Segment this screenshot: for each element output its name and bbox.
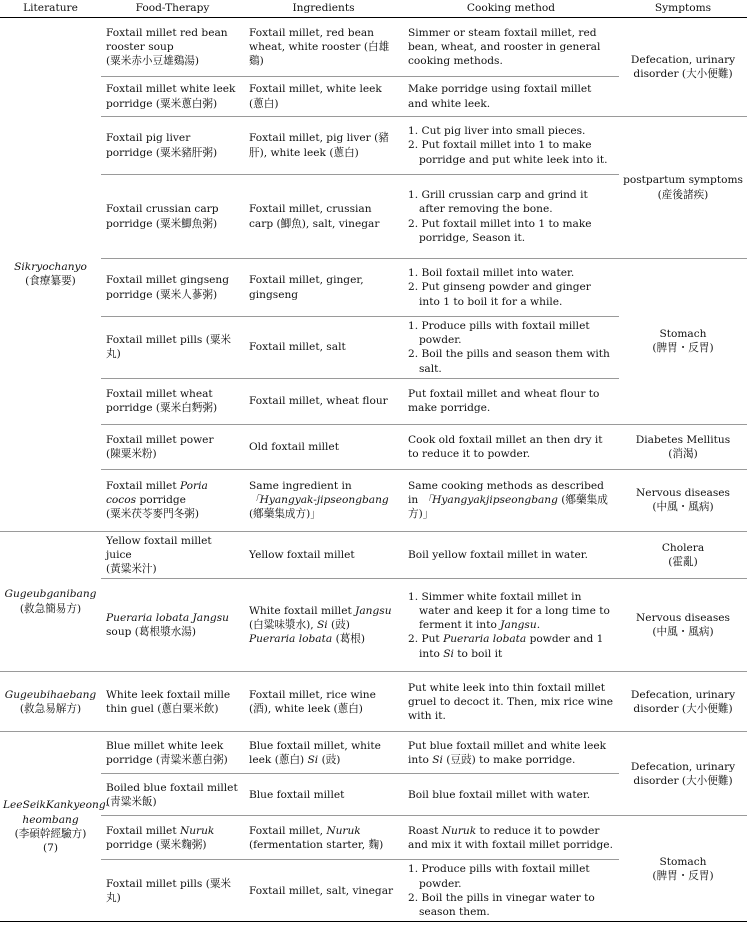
table-row bbox=[0, 259, 747, 317]
symptoms-cell bbox=[619, 424, 747, 469]
method-step: 2. Put foxtail millet into 1 to make porridge, Season it. bbox=[408, 217, 592, 244]
method-step: 1. Cut pig liver into small pieces. bbox=[408, 125, 586, 138]
symptom-name: Defecation, urinary bbox=[630, 760, 736, 773]
symptom-name: Cholera bbox=[661, 541, 705, 554]
ingredients-hanja: (豉) bbox=[331, 619, 350, 632]
food-hanja: (黃粱米汁) bbox=[106, 563, 157, 576]
ingredients-text: White foxtail millet bbox=[249, 605, 352, 618]
cooking-method-cell bbox=[403, 732, 619, 774]
food-therapy-cell: Foxtail millet wheat porridge (粟米白麪粥) bbox=[101, 378, 244, 424]
food-name: Foxtail millet red bean rooster soup bbox=[106, 26, 228, 53]
ingredients-italic: Si bbox=[316, 619, 328, 632]
header-symptoms: Symptoms bbox=[619, 0, 747, 18]
symptom-name: Stomach bbox=[659, 855, 707, 868]
food-therapy-cell: Foxtail millet gingseng porridge (粟米人蔘粥) bbox=[101, 259, 244, 317]
literature-cell bbox=[0, 672, 101, 732]
literature-cell bbox=[0, 531, 101, 672]
symptom-name: postpartum symptoms bbox=[623, 174, 743, 187]
food-therapy-cell: White leek foxtail mille thin guel (蔥白粟米飲) bbox=[101, 672, 244, 732]
ingredients-cell: Foxtail millet, rice wine (酒), white leek (蔥白) bbox=[244, 672, 403, 732]
method-italic: Si bbox=[432, 753, 443, 766]
ingredients-cell bbox=[244, 732, 403, 774]
method-italic: Pueraria lobata bbox=[443, 633, 527, 646]
ingredients-cell: Foxtail millet, crussian carp (鯽魚), salt, vinegar bbox=[244, 175, 403, 259]
method-italic: Jangsu. bbox=[500, 619, 541, 632]
cooking-method-cell bbox=[403, 579, 619, 672]
ingredients-text: Foxtail millet, bbox=[249, 824, 323, 837]
food-hanja: (靑粱米飯) bbox=[106, 795, 157, 808]
method-step bbox=[408, 632, 614, 660]
method-italic: Si bbox=[443, 647, 454, 660]
ingredients-text: Same ingredient in bbox=[249, 479, 352, 492]
literature-hanja: (食療纂要) bbox=[25, 275, 76, 288]
food-name: Foxtail millet bbox=[106, 479, 177, 492]
symptoms-cell bbox=[619, 816, 747, 922]
food-therapy-cell bbox=[101, 531, 244, 579]
symptoms-cell bbox=[619, 672, 747, 732]
cooking-method-cell: Boil yellow foxtail millet in water. bbox=[403, 531, 619, 579]
table-row bbox=[0, 732, 747, 774]
ingredients-cell: Foxtail millet, salt, vinegar bbox=[244, 860, 403, 922]
food-hanja: (粟米茯苓麥門冬粥) bbox=[106, 508, 200, 521]
food-therapy-cell bbox=[101, 774, 244, 816]
method-italic: 「Hyangyakjipseongbang bbox=[421, 494, 558, 507]
cooking-method-cell bbox=[403, 816, 619, 860]
symptoms-cell bbox=[619, 117, 747, 259]
food-hanja: (粟米赤小豆雄鷄湯) bbox=[106, 55, 200, 68]
cooking-method-cell: Put foxtail millet and wheat flour to make porridge. bbox=[403, 378, 619, 424]
food-name-italic: Poria cocos bbox=[106, 479, 208, 507]
method-hanja: (鄕藥集成方)」 bbox=[408, 494, 608, 521]
table-row bbox=[0, 424, 747, 469]
literature-cell bbox=[0, 732, 110, 922]
ingredients-italic: Si bbox=[307, 753, 319, 766]
ingredients-cell: Old foxtail millet bbox=[244, 424, 403, 469]
food-hanja: (陳粟米粉) bbox=[106, 447, 157, 460]
method-step: 2. Put ginseng powder and ginger into 1 to boil it for a while. bbox=[408, 281, 591, 308]
food-name-italic: Nuruk bbox=[179, 824, 215, 837]
symptom-hanja: disorder (大小便難) bbox=[633, 702, 733, 715]
food-therapy-cell: Foxtail pig liver porridge (粟米豬肝粥) bbox=[101, 117, 244, 175]
symptom-name: Nervous diseases bbox=[636, 487, 730, 500]
symptom-hanja: (中風・風病) bbox=[652, 626, 714, 639]
ingredients-hanja: (豉) bbox=[321, 753, 341, 766]
method-step: 1. Produce pills with foxtail millet powder. bbox=[408, 863, 590, 890]
food-therapy-cell bbox=[101, 469, 244, 531]
method-italic: Nuruk bbox=[441, 824, 477, 837]
ingredients-italic: Nuruk bbox=[326, 824, 361, 837]
ingredients-cell: Foxtail millet, wheat flour bbox=[244, 378, 403, 424]
header-ingredients: Ingredients bbox=[244, 0, 403, 18]
cooking-method-cell bbox=[403, 317, 619, 379]
table-row bbox=[0, 816, 747, 860]
ingredients-cell bbox=[244, 469, 403, 531]
ingredients-cell: Foxtail millet, salt bbox=[244, 317, 403, 379]
cooking-method-cell bbox=[403, 469, 619, 531]
ingredients-cell: Foxtail millet, pig liver (豬肝), white leek (蔥白) bbox=[244, 117, 403, 175]
method-step bbox=[408, 590, 614, 633]
table-row bbox=[0, 672, 747, 732]
header-literature: Literature bbox=[0, 0, 101, 18]
method-step: 1. Boil foxtail millet into water. bbox=[408, 267, 575, 280]
symptoms-cell bbox=[619, 732, 747, 816]
symptom-hanja: (霍亂) bbox=[668, 556, 698, 569]
table-row bbox=[0, 531, 747, 579]
literature-name: LeeSeikKankyeong-heombang bbox=[3, 799, 110, 826]
food-name-suffix: porridge (粟米麴粥) bbox=[106, 838, 207, 851]
ingredients-italic: 「Hyangyak-jipseongbang bbox=[249, 494, 389, 507]
method-step: 2. Put foxtail millet into 1 to make porridge and put white leek into it. bbox=[408, 139, 608, 166]
ingredients-cell: Yellow foxtail millet bbox=[244, 531, 403, 579]
symptoms-cell bbox=[619, 579, 747, 672]
food-therapy-cell bbox=[101, 579, 244, 672]
table-row bbox=[0, 469, 747, 531]
symptom-name: Nervous diseases bbox=[636, 612, 730, 625]
food-name-italic: Pueraria lobata Jangsu bbox=[106, 612, 229, 625]
cooking-method-cell bbox=[403, 117, 619, 175]
literature-name: Sikryochanyo bbox=[14, 261, 87, 274]
literature-hanja: (李碩幹經驗方) bbox=[14, 827, 87, 840]
method-text: 2. Put bbox=[408, 633, 440, 646]
literature-reference: (7) bbox=[42, 841, 58, 854]
ingredients-cell: Foxtail millet, ginger, gingseng bbox=[244, 259, 403, 317]
cooking-method-cell: Make porridge using foxtail millet and white leek. bbox=[403, 77, 619, 117]
method-step: 2. Boil the pills and season them with salt. bbox=[408, 348, 610, 375]
table-row bbox=[0, 117, 747, 175]
food-therapy-cell: Foxtail millet pills (粟米丸) bbox=[101, 860, 244, 922]
method-step: 1. Grill crussian carp and grind it after removing the bone. bbox=[408, 189, 588, 216]
food-therapy-cell bbox=[101, 816, 244, 860]
header-cooking-method: Cooking method bbox=[403, 0, 619, 18]
method-text: to reduce it to powder and mix it with foxtail millet porridge. bbox=[408, 824, 613, 851]
ingredients-text: Blue foxtail millet, white leek (蔥白) bbox=[249, 739, 381, 766]
literature-name: Gugeubihaebang bbox=[4, 688, 97, 701]
symptom-hanja: (消渴) bbox=[668, 447, 698, 460]
symptoms-cell bbox=[619, 469, 747, 531]
method-text: 1. Simmer white foxtail millet in water and keep it for a long time to ferment it into bbox=[408, 590, 610, 632]
method-text: (豆豉) to make porridge. bbox=[446, 753, 576, 766]
literature-hanja: (救急易解方) bbox=[19, 702, 82, 715]
food-therapy-cell: Foxtail millet white leek porridge (粟米蔥白粥) bbox=[101, 77, 244, 117]
cooking-method-cell bbox=[403, 259, 619, 317]
table-row bbox=[0, 579, 747, 672]
ingredients-cell: Foxtail millet, white leek (蔥白) bbox=[244, 77, 403, 117]
ingredients-hanja: (白粱味漿水), bbox=[249, 619, 314, 632]
food-name: Yellow foxtail millet juice bbox=[106, 534, 212, 561]
literature-name: Gugeubganibang bbox=[4, 588, 97, 601]
symptom-hanja: disorder (大小便難) bbox=[633, 68, 733, 80]
symptom-hanja: (産後諸疾) bbox=[657, 188, 709, 201]
cooking-method-cell: Put white leek into thin foxtail millet gruel to decoct it. Then, mix rice wine with it. bbox=[403, 672, 619, 732]
method-text: Roast bbox=[408, 824, 439, 837]
method-step: 1. Produce pills with foxtail millet powder. bbox=[408, 320, 590, 347]
symptom-hanja: (中風・風病) bbox=[652, 501, 714, 514]
cooking-method-cell bbox=[403, 175, 619, 259]
ingredients-text: (fermentation starter, 麴) bbox=[249, 838, 384, 851]
ingredients-hanja: (葛根) bbox=[335, 633, 366, 646]
ingredients-italic: Jangsu bbox=[355, 605, 392, 618]
cooking-method-cell: Boil blue foxtail millet with water. bbox=[403, 774, 619, 816]
symptom-hanja: (脾胃・反胃) bbox=[652, 342, 714, 355]
food-therapy-cell bbox=[101, 18, 244, 77]
food-name-suffix: porridge bbox=[139, 494, 186, 507]
symptom-hanja: disorder (大小便難) bbox=[633, 774, 733, 787]
method-text: powder and 1 into bbox=[419, 633, 604, 660]
cooking-method-cell: Cook old foxtail millet an then dry it to reduce it to powder. bbox=[403, 424, 619, 469]
food-therapy-cell: Foxtail crussian carp porridge (粟米鯽魚粥) bbox=[101, 175, 244, 259]
ingredients-hanja: (鄕藥集成方)」 bbox=[249, 508, 321, 521]
food-therapy-cell: Foxtail millet pills (粟米丸) bbox=[101, 317, 244, 379]
symptom-name: Defecation, urinary bbox=[630, 688, 736, 701]
cooking-method-cell bbox=[403, 860, 619, 922]
symptom-name: Stomach bbox=[659, 328, 707, 341]
food-name-suffix: soup (葛根漿水湯) bbox=[106, 626, 197, 639]
method-step: 2. Boil the pills in vinegar water to season them. bbox=[408, 891, 595, 918]
method-text: Same cooking methods as described in bbox=[408, 479, 604, 507]
symptom-name: Defecation, urinary bbox=[630, 53, 736, 66]
method-text: to boil it bbox=[457, 647, 503, 660]
symptom-hanja: (脾胃・反胃) bbox=[652, 869, 714, 882]
symptoms-cell bbox=[619, 18, 747, 117]
ingredients-cell bbox=[244, 579, 403, 672]
ingredients-cell: Blue foxtail millet bbox=[244, 774, 403, 816]
cooking-method-cell: Simmer or steam foxtail millet, red bean, wheat, and rooster in general cooking methods. bbox=[403, 18, 619, 77]
food-therapy-cell bbox=[101, 424, 244, 469]
symptoms-cell bbox=[619, 531, 747, 579]
ingredients-cell: Foxtail millet, red bean wheat, white rooster (白雄鷄) bbox=[244, 18, 403, 77]
symptom-name: Diabetes Mellitus bbox=[635, 433, 731, 446]
food-name: Foxtail millet power bbox=[106, 433, 214, 446]
method-text: Put blue foxtail millet and white leek into bbox=[408, 739, 607, 766]
ingredients-italic: Pueraria lobata bbox=[249, 633, 333, 646]
literature-cell bbox=[0, 18, 101, 532]
header-row bbox=[0, 0, 747, 18]
literature-hanja: (救急簡易方) bbox=[19, 602, 82, 615]
food-name: Foxtail millet bbox=[106, 824, 177, 837]
symptoms-cell bbox=[619, 259, 747, 425]
header-food-therapy: Food-Therapy bbox=[101, 0, 244, 18]
food-name: Boiled blue foxtail millet bbox=[106, 781, 238, 794]
table-row bbox=[0, 18, 747, 77]
ingredients-cell bbox=[244, 816, 403, 860]
food-therapy-cell: Blue millet white leek porridge (靑粱米蔥白粥) bbox=[101, 732, 244, 774]
